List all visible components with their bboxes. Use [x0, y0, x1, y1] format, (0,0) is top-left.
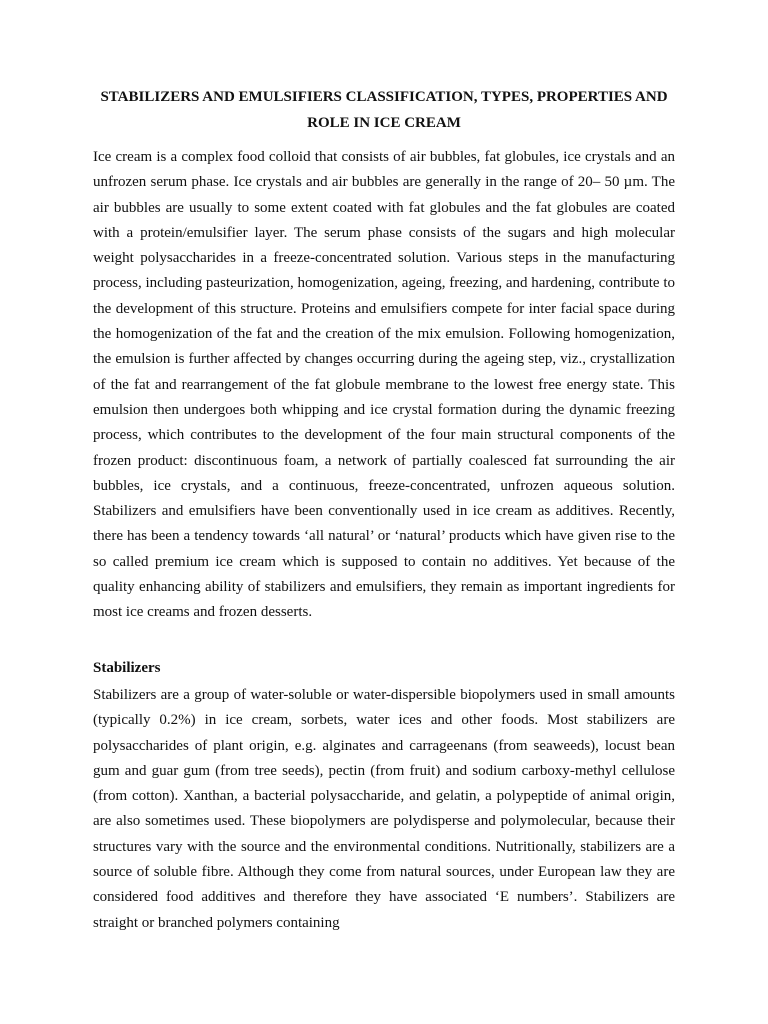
stabilizers-paragraph: Stabilizers are a group of water-soluble or water-dispersible biopolymers used in small amounts (typically 0.2%) in ice cream, sorbets, water ices and other foods. Most stabilizers are polysaccharides of plant origin, e.g. alginates and carrageenans (from seaweeds), locust bean gum and guar gum (from tree seeds), pectin (from fruit) and sodium carboxy-methyl cellulose (from cotton). Xanthan, a bacterial polysaccharide, and gelatin, a polypeptide of animal origin, are also sometimes used. These biopolymers are polydisperse and polymolecular, because their structures vary with the source and the environmental conditions. Nutritionally, stabilizers are a source of soluble fibre. Although they come from natural sources, under European law they are considered food additives and therefore they have associated ‘E numbers’. Stabilizers are straight or branched polymers containing [93, 687, 675, 931]
document-title: STABILIZERS AND EMULSIFIERS CLASSIFICATION, TYPES, PROPERTIES AND ROLE IN ICE CREAM [100, 89, 668, 131]
intro-paragraph: Ice cream is a complex food colloid that consists of air bubbles, fat globules, ice crystals and an unfrozen serum phase. Ice crystals and air bubbles are generally in the range of 20– 50 µm. The air bubbles are usually to some extent coated with fat globules and the fat globules are coated with a protein/emulsifier layer. The serum phase consists of the sugars and high molecular weight polysaccharides in a freeze-concentrated solution. Various steps in the manufacturing process, including pasteurization, homogenization, ageing, freezing, and hardening, contribute to the development of this structure. Proteins and emulsifiers compete for inter facial space during the homogenization of the fat and the creation of the mix emulsion. Following homogenization, the emulsion is further affected by changes occurring during the ageing step, viz., crystallization of the fat and rearrangement of the fat globule membrane to the lowest free energy state. This emulsion then undergoes both whipping and ice crystal formation during the dynamic freezing process, which contributes to the development of the four main structural components of the frozen product: discontinuous foam, a network of partially coalesced fat surrounding the air bubbles, ice crystals, and a continuous, freeze-concentrated, unfrozen aqueous solution. Stabilizers and emulsifiers have been conventionally used in ice cream as additives. Recently, there has been a tendency towards ‘all natural’ or ‘natural’ products which have given rise to the so called premium ice cream which is supposed to contain no additives. Yet because of the quality enhancing ability of stabilizers and emulsifiers, they remain as important ingredients for most ice creams and frozen desserts. [93, 149, 675, 621]
section-heading-stabilizers: Stabilizers [93, 660, 161, 676]
